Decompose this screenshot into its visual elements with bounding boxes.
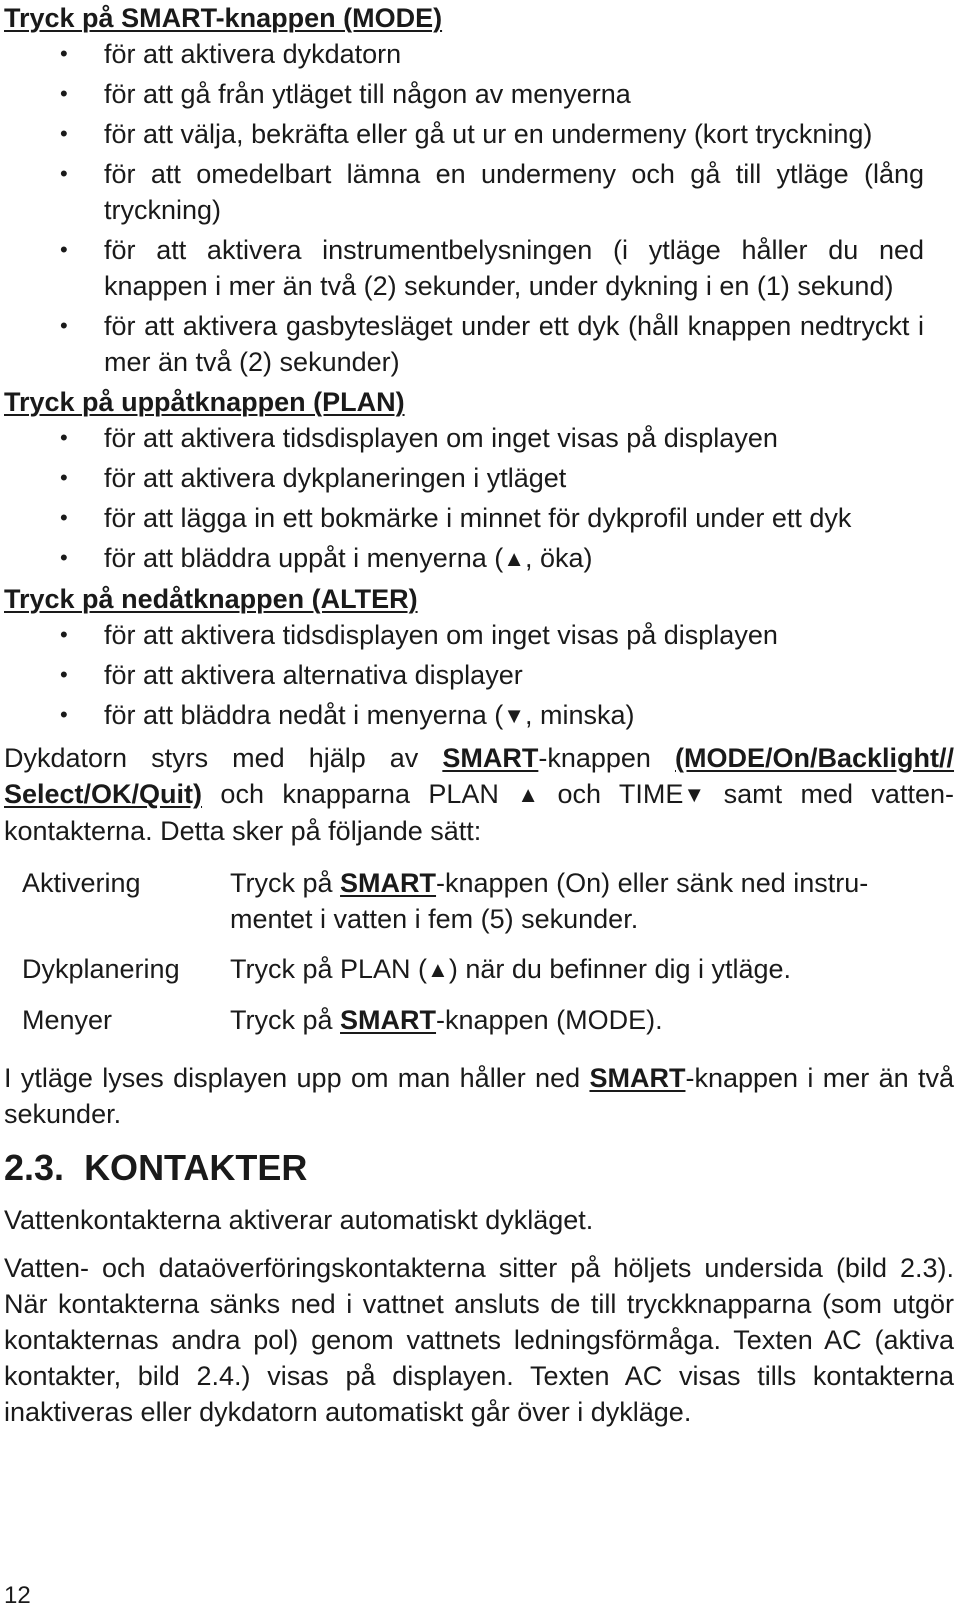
list-item: • för att aktivera gasbytesläget under ett dyk (håll knappen nedtryckt i mer än två (2) sekunder) <box>4 308 924 380</box>
def-description: Tryck på PLAN (▲) när du befinner dig i ytläge. <box>230 951 942 1002</box>
bullet-icon: • <box>60 161 68 186</box>
list-item: • för att välja, bekräfta eller gå ut ur en undermeny (kort tryckning) <box>4 116 924 152</box>
definition-table <box>22 865 942 1052</box>
def-term: Dykplanering <box>22 954 180 984</box>
list-item: • för att bläddra uppåt i menyerna (▲, öka) <box>4 540 954 577</box>
backlight-paragraph: I ytläge lyses displayen upp om man håller ned SMART-knappen i mer än två sekunder. <box>4 1063 955 1129</box>
contacts-paragraph-2: Vatten- och dataöverföringskontakterna sitter på höljets undersida (bild 2.3). När kontakterna sänks ned i vattnet ansluts de till tryckknapparna (som utgör kontakternas andra pol) genom vattnets ledningsförmåga. Texten AC (aktiva kontakter, bild 2.4.) visas på displayen. Texten AC visas tills kontakterna inaktiveras eller dykdatorn automatiskt går över i dykläge. <box>4 1253 954 1427</box>
bullet-icon: • <box>60 121 68 146</box>
bullet-icon: • <box>60 313 68 338</box>
bullet-list <box>4 617 954 734</box>
bullet-icon: • <box>60 662 68 687</box>
smart-term: SMART <box>589 1063 686 1093</box>
list-item: • för att lägga in ett bokmärke i minnet för dykprofil under ett dyk <box>4 500 954 536</box>
down-triangle-icon: ▼ <box>683 782 706 807</box>
list-item: • för att bläddra nedåt i menyerna (▼, minska) <box>4 697 954 734</box>
section-smart-button <box>4 0 954 380</box>
bullet-icon: • <box>60 41 68 66</box>
bullet-icon: • <box>60 425 68 450</box>
table-row <box>22 1002 942 1052</box>
section-up-button <box>4 384 954 577</box>
bullet-icon: • <box>60 545 68 570</box>
section-heading-contacts <box>4 1146 954 1190</box>
section-title: KONTAKTER <box>84 1147 308 1188</box>
bullet-icon: • <box>60 702 68 727</box>
bullet-list <box>4 420 954 577</box>
list-item: • för att aktivera alternativa displayer <box>4 657 954 693</box>
smart-term: SMART <box>442 743 539 773</box>
section-heading: Tryck på nedåtknappen (ALTER) <box>4 584 418 614</box>
manual-page <box>4 0 954 1430</box>
down-triangle-icon: ▼ <box>503 703 526 728</box>
smart-term: SMART <box>340 868 437 898</box>
up-triangle-icon: ▲ <box>517 782 540 807</box>
up-triangle-icon: ▲ <box>503 546 526 571</box>
bullet-icon: • <box>60 505 68 530</box>
page-number: 12 <box>4 1582 31 1609</box>
up-triangle-icon: ▲ <box>427 957 449 982</box>
smart-term: SMART <box>340 1005 437 1035</box>
bullet-icon: • <box>60 237 68 262</box>
list-item: • för att gå från ytläget till någon av menyerna <box>4 76 924 112</box>
section-number: 2.3. <box>4 1147 65 1188</box>
contacts-paragraph-1: Vattenkontakterna aktiverar automatiskt dykläget. <box>4 1205 594 1235</box>
mode-list: (MODE/On/Backlight// Select/OK/Quit) <box>4 743 955 809</box>
section-heading: Tryck på uppåtknappen (PLAN) <box>4 387 405 417</box>
def-term: Aktivering <box>22 868 141 898</box>
table-row <box>22 951 942 1002</box>
list-item: • för att aktivera tidsdisplayen om inget visas på displayen <box>4 420 954 456</box>
def-term: Menyer <box>22 1005 113 1035</box>
list-item: • för att aktivera instrumentbelysningen (i ytläge håller du ned knappen i mer än två (2) sekunder, under dykning i en (1) sekund) <box>4 232 924 304</box>
bullet-list <box>4 36 924 380</box>
bullet-icon: • <box>60 81 68 106</box>
list-item: • för att omedelbart lämna en undermeny och gå till ytläge (lång tryckning) <box>4 156 924 228</box>
table-row <box>22 865 942 951</box>
bullet-icon: • <box>60 622 68 647</box>
list-item: • för att aktivera dykplaneringen i ytläget <box>4 460 954 496</box>
section-down-button <box>4 581 954 734</box>
bullet-icon: • <box>60 465 68 490</box>
def-description: Tryck på SMART-knappen (MODE). <box>230 1005 663 1035</box>
list-item: • för att aktivera dykdatorn <box>4 36 924 72</box>
list-item: • för att aktivera tidsdisplayen om inget visas på displayen <box>4 617 954 653</box>
intro-paragraph: Dykdatorn styrs med hjälp av SMART-knappen (MODE/On/Backlight// Select/OK/Quit) och knapparna PLAN ▲ och TIME▼ samt med vatten-kontakterna. Detta sker på följande sätt: <box>4 743 955 846</box>
def-description: Tryck på SMART-knappen (On) eller sänk ned instru-mentet i vatten i fem (5) sekunder. <box>230 868 869 934</box>
section-heading: Tryck på SMART-knappen (MODE) <box>4 3 443 33</box>
